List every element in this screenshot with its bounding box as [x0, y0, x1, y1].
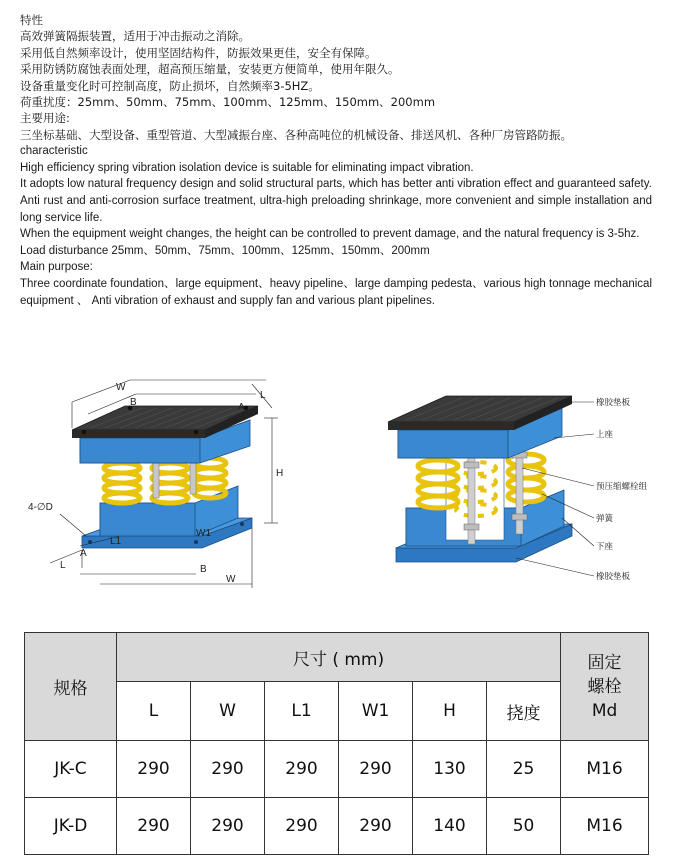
dim-label-L-bottom: L [60, 560, 66, 571]
column-header: W [191, 682, 265, 741]
cutaway-drawing [376, 368, 676, 608]
dim-label-W-bottom: W [226, 574, 236, 585]
cn-heading: 特性 [20, 13, 43, 27]
en-heading: characteristic [20, 145, 88, 158]
en-line: Three coordinate foundation、large equipment、heavy pipeline、large damping pedesta、various high tonnage mechanical equipment 、 Anti vibration of exhaust and supply fan and various plant pipelines. [20, 278, 652, 307]
header-size: 尺寸 ( mm) [117, 633, 561, 682]
cn-line: 采用低自然频率设计，使用坚固结构件，防振效果更佳，安全有保障。 [20, 45, 377, 60]
column-header: W1 [339, 682, 413, 741]
cn-line: 采用防锈防腐蚀表面处理，超高预压缩量，安装更方便简单，使用年限久。 [20, 62, 400, 77]
dim-label-B: B [130, 397, 137, 408]
label-spring: 弹簧 [596, 514, 614, 524]
value-cell: 290 [265, 741, 339, 798]
description-block [20, 12, 652, 309]
cn-line: 主要用途: [20, 111, 70, 126]
en-line: Anti rust and anti-corrosion surface treatment, ultra-high preloading shrinkage, more convenient and simple installation and long service life. [20, 195, 652, 224]
value-cell: 140 [413, 798, 487, 855]
en-line: When the equipment weight changes, the height can be controlled to prevent damage, and the natural frequency is 3-5hz. [20, 228, 640, 241]
cn-line: 三坐标基础、大型设备、重型管道、大型减振台座、各种高吨位的机械设备、排送风机、各种厂房管路防振。 [20, 127, 572, 142]
value-cell: 50 [487, 798, 561, 855]
dim-label-L1: L1 [110, 536, 122, 547]
value-cell: 130 [413, 741, 487, 798]
value-cell: 290 [191, 798, 265, 855]
label-preload-bolt-group: 预压缩螺栓组 [596, 482, 648, 492]
en-line: It adopts low natural frequency design and solid structural parts, which has better anti vibration effect and guaranteed safety. [20, 178, 652, 191]
column-header: L [117, 682, 191, 741]
label-rubber-pad-bottom: 橡胶垫板 [596, 572, 631, 582]
value-cell: 25 [487, 741, 561, 798]
value-cell: 290 [191, 741, 265, 798]
header-spec: 规格 [25, 633, 117, 741]
dim-label-W1: W1 [196, 528, 211, 539]
value-cell: 290 [339, 798, 413, 855]
dim-label-B-bottom: B [200, 564, 207, 575]
value-cell: 290 [339, 741, 413, 798]
spec-table [24, 632, 649, 855]
en-line: Load disturbance 25mm、50mm、75mm、100mm、125mm、150mm、200mm [20, 244, 430, 257]
column-header: H [413, 682, 487, 741]
value-cell: 290 [117, 741, 191, 798]
table-row [25, 798, 649, 855]
dim-label-H: H [276, 468, 284, 479]
en-line: High efficiency spring vibration isolation device is suitable for eliminating impact vibration. [20, 161, 474, 174]
model-cell: JK-C [25, 741, 117, 798]
dim-label-L: L [260, 390, 266, 401]
column-header: 挠度 [487, 682, 561, 741]
cn-line: 设备重量变化时可控制高度，防止损坏，自然频率3-5HZ。 [20, 78, 320, 93]
dim-label-A: A [238, 402, 245, 413]
column-header: L1 [265, 682, 339, 741]
model-cell: JK-D [25, 798, 117, 855]
cn-line: 高效弹簧隔振装置，适用于冲击振动之消除。 [20, 29, 250, 44]
label-upper-seat: 上座 [596, 430, 614, 440]
dim-label-hole: 4-∅D [28, 502, 53, 513]
table-row [25, 741, 649, 798]
bolt-cell: M16 [561, 798, 649, 855]
product-figures [0, 368, 679, 608]
label-lower-seat: 下座 [596, 542, 614, 552]
header-bolt: 固定 螺栓 Md [561, 633, 649, 741]
value-cell: 290 [117, 798, 191, 855]
dim-label-A-bottom: A [80, 548, 87, 559]
dim-label-W: W [116, 382, 126, 393]
bolt-cell: M16 [561, 741, 649, 798]
value-cell: 290 [265, 798, 339, 855]
cn-line: 荷重扰度：25mm、50mm、75mm、100mm、125mm、150mm、200mm [20, 95, 436, 110]
label-rubber-pad-top: 橡胶垫板 [596, 398, 631, 408]
en-line: Main purpose: [20, 261, 93, 274]
dimension-drawing [20, 368, 320, 608]
